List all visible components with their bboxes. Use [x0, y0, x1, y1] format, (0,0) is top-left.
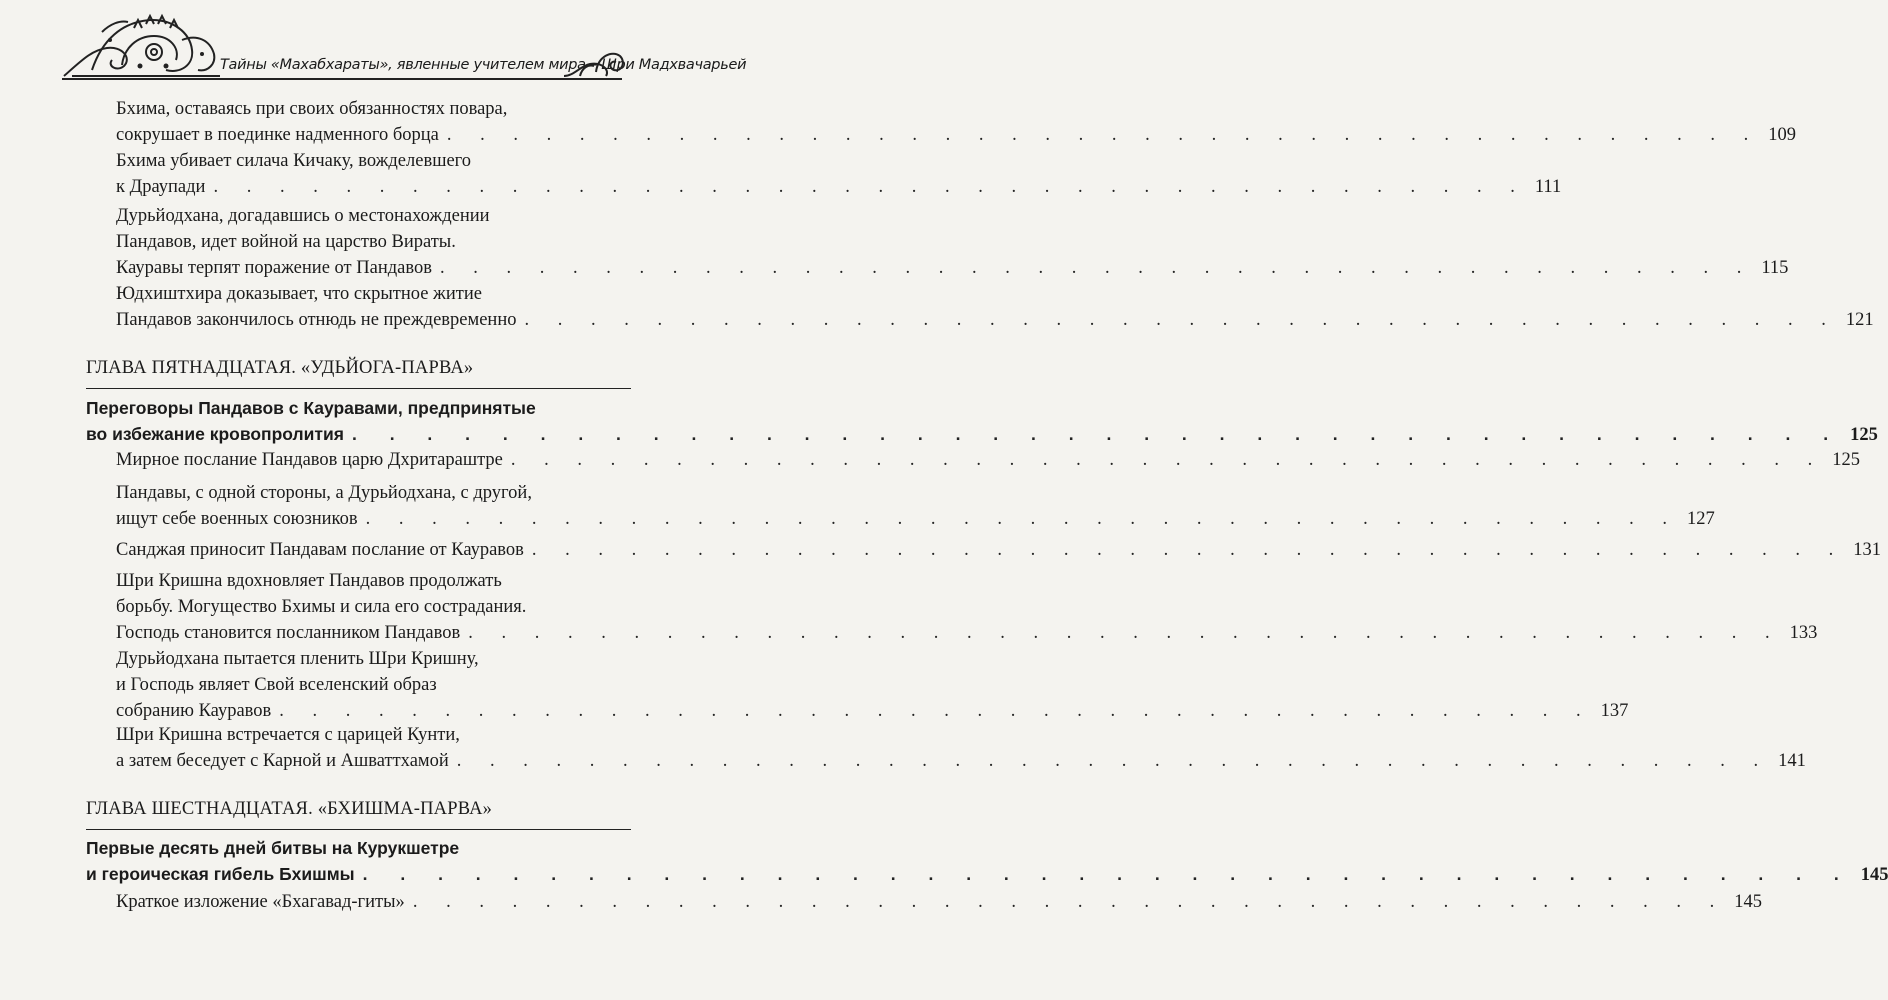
- page-number: 121: [1845, 310, 1874, 330]
- entry-text: к Драупади: [116, 177, 206, 197]
- page-number: 141: [1778, 751, 1806, 771]
- toc-section: [86, 395, 1878, 448]
- page-number: 127: [1686, 509, 1715, 529]
- entry-text: Пандавы, с одной стороны, а Дурьйодхана, с другой,: [116, 483, 532, 503]
- chapter-title: ГЛАВА ШЕСТНАДЦАТАЯ. «БХИШМА-ПАРВА»: [86, 799, 493, 819]
- section-text: во избежание кровопролития: [86, 424, 344, 444]
- toc-entry: [116, 203, 1789, 281]
- entry-text: Санджая приносит Пандавам послание от Кауравов: [116, 540, 524, 560]
- chapter-rule: [86, 829, 631, 830]
- entry-text: а затем беседует с Карной и Ашваттхамой: [116, 751, 449, 771]
- entry-text: Пандавов закончилось отнюдь не преждевременно: [116, 310, 517, 330]
- toc-entry: [116, 148, 1562, 200]
- toc-entry: [116, 568, 1818, 646]
- chapter-title: ГЛАВА ПЯТНАДЦАТАЯ. «УДЬЙОГА-ПАРВА»: [86, 358, 474, 378]
- page-number: 125: [1832, 450, 1860, 470]
- toc-entry: [116, 480, 1715, 532]
- section-text: и героическая гибель Бхишмы: [86, 864, 355, 884]
- page-number: 133: [1789, 623, 1818, 643]
- entry-text: Шри Кришна встречается с царицей Кунти,: [116, 725, 460, 745]
- toc-entry: [116, 889, 1762, 915]
- entry-text: и Господь являет Свой вселенский образ: [116, 675, 437, 695]
- page-header: [0, 0, 747, 90]
- entry-text: Юдхиштхира доказывает, что скрытное житие: [116, 284, 482, 304]
- toc-entry: [116, 722, 1806, 774]
- page-number: 109: [1768, 125, 1797, 145]
- entry-text: Мирное послание Пандавов царю Дхритараштре: [116, 450, 503, 470]
- page-number: 145: [1734, 892, 1762, 912]
- page-number: 111: [1534, 177, 1562, 197]
- toc-section: [86, 835, 1888, 888]
- toc-entry: [116, 281, 1874, 333]
- entry-text: Пандавов, идет войной на царство Вираты.: [116, 232, 456, 252]
- ornament-left-icon: [62, 10, 222, 80]
- header-rule: [62, 78, 622, 80]
- entry-text: сокрушает в поединке надменного борца: [116, 125, 439, 145]
- entry-text: Бхима, оставаясь при своих обязанностях повара,: [116, 99, 508, 119]
- entry-text: Дурьйодхана пытается пленить Шри Кришну,: [116, 649, 479, 669]
- chapter-rule: [86, 388, 631, 389]
- entry-text: Бхима убивает силача Кичаку, вожделевшего: [116, 151, 472, 171]
- entry-text: Господь становится посланником Пандавов: [116, 623, 461, 643]
- entry-text: Кауравы терпят поражение от Пандавов: [116, 258, 432, 278]
- page-number: 125: [1850, 425, 1878, 445]
- entry-text: борьбу. Могущество Бхимы и сила его сострадания.: [116, 597, 527, 617]
- section-text: Переговоры Пандавов с Кауравами, предпринятые: [86, 398, 536, 418]
- page-number: 115: [1761, 258, 1789, 278]
- entry-text: ищут себе военных союзников: [116, 509, 358, 529]
- entry-text: Шри Кришна вдохновляет Пандавов продолжать: [116, 571, 502, 591]
- entry-text: Дурьйодхана, догадавшись о местонахождении: [116, 206, 490, 226]
- running-header-title: Тайны «Махабхараты», явленные учителем мира – Шри Мадхвачарьей: [220, 57, 747, 73]
- page-number: 137: [1600, 701, 1629, 721]
- page-number: 145: [1860, 865, 1888, 885]
- page-number: 131: [1853, 540, 1882, 560]
- entry-text: Краткое изложение «Бхагавад-гиты»: [116, 892, 405, 912]
- ornament-right-icon: [560, 46, 630, 80]
- toc-entry: [116, 646, 1629, 724]
- toc-entry: [116, 447, 1860, 473]
- section-text: Первые десять дней битвы на Курукшетре: [86, 838, 460, 858]
- entry-text: собранию Кауравов: [116, 701, 272, 721]
- toc-entry: [116, 537, 1882, 563]
- toc-entry: [116, 96, 1797, 148]
